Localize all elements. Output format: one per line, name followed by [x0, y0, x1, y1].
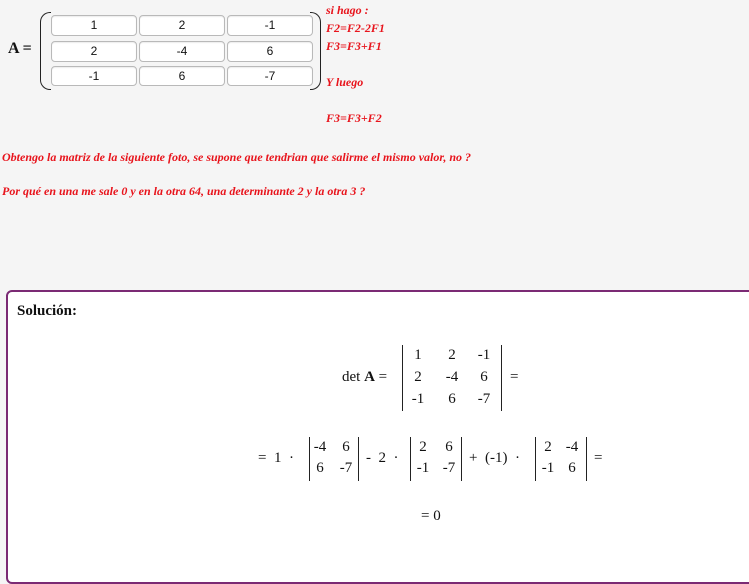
- matrix-cell-r1c3[interactable]: -1: [227, 15, 313, 36]
- det-r3c2: 6: [448, 391, 456, 407]
- question-line-2: Por qué en una me sale 0 y en la otra 64, una determinante 2 y la otra 3 ?: [2, 184, 366, 198]
- note-si-hago: si hago :: [326, 3, 369, 17]
- expansion-op-3: + (-1) ·: [469, 450, 520, 466]
- solution-result: = 0: [421, 508, 441, 524]
- matrix-cell-r1c1[interactable]: 1: [51, 15, 137, 36]
- det-left-bar: [402, 345, 403, 411]
- det-r1c3: -1: [477, 347, 491, 363]
- note-y-luego: Y luego: [326, 75, 364, 89]
- det-label-prefix: det: [342, 369, 365, 385]
- question-line-1: Obtengo la matriz de la siguiente foto, se supone que tendrian que salirme el mismo valor, no ?: [2, 150, 472, 164]
- solution-box: [6, 290, 749, 584]
- matrix-cell-r3c3[interactable]: -7: [227, 66, 313, 86]
- det-r2c3: 6: [480, 369, 488, 385]
- minor3-right-bar: [586, 437, 587, 481]
- det-right-bar: [501, 345, 502, 411]
- matrix-left-bracket: [40, 12, 51, 90]
- matrix-cell-r2c2[interactable]: -4: [139, 41, 225, 62]
- minor3-r2c1: -1: [541, 460, 555, 476]
- det-label-suffix: =: [374, 369, 388, 385]
- det-label: [342, 369, 387, 386]
- minor2-r2c1: -1: [416, 460, 430, 476]
- expansion-op-2: - 2 ·: [366, 450, 399, 466]
- minor1-right-bar: [358, 437, 359, 481]
- det-r1c1: 1: [414, 347, 422, 363]
- minor1-r2c1: 6: [316, 460, 324, 476]
- minor2-r2c2: -7: [442, 460, 456, 476]
- matrix-cell-r2c1[interactable]: 2: [51, 41, 137, 62]
- det-label-matrix: A: [364, 369, 375, 385]
- minor3-r2c2: 6: [568, 460, 576, 476]
- minor3-r1c1: 2: [544, 439, 552, 455]
- matrix-cell-r3c2[interactable]: 6: [139, 66, 225, 86]
- note-op-f3-f2: F3=F3+F2: [326, 111, 382, 125]
- matrix-cell-r2c3[interactable]: 6: [227, 41, 313, 62]
- note-op-f3: F3=F3+F1: [326, 39, 382, 53]
- expansion-lead: = 1 ·: [258, 450, 294, 466]
- minor1-r1c1: -4: [313, 439, 327, 455]
- det-r2c2: -4: [445, 369, 459, 385]
- matrix-cell-r3c1[interactable]: -1: [51, 66, 137, 86]
- det-r3c3: -7: [477, 391, 491, 407]
- minor2-right-bar: [461, 437, 462, 481]
- matrix-cell-r1c2[interactable]: 2: [139, 15, 225, 36]
- minor1-r2c2: -7: [339, 460, 353, 476]
- note-op-f2: F2=F2-2F1: [326, 21, 385, 35]
- det-r1c2: 2: [448, 347, 456, 363]
- minor1-r1c2: 6: [342, 439, 350, 455]
- matrix-a-label: A =: [8, 40, 32, 57]
- det-r2c1: 2: [414, 369, 422, 385]
- minor2-r1c1: 2: [419, 439, 427, 455]
- minor2-r1c2: 6: [445, 439, 453, 455]
- det-r3c1: -1: [411, 391, 425, 407]
- minor3-r1c2: -4: [565, 439, 579, 455]
- solution-title: Solución:: [17, 303, 78, 319]
- expansion-tail: =: [594, 450, 603, 466]
- det-equals: =: [510, 369, 519, 385]
